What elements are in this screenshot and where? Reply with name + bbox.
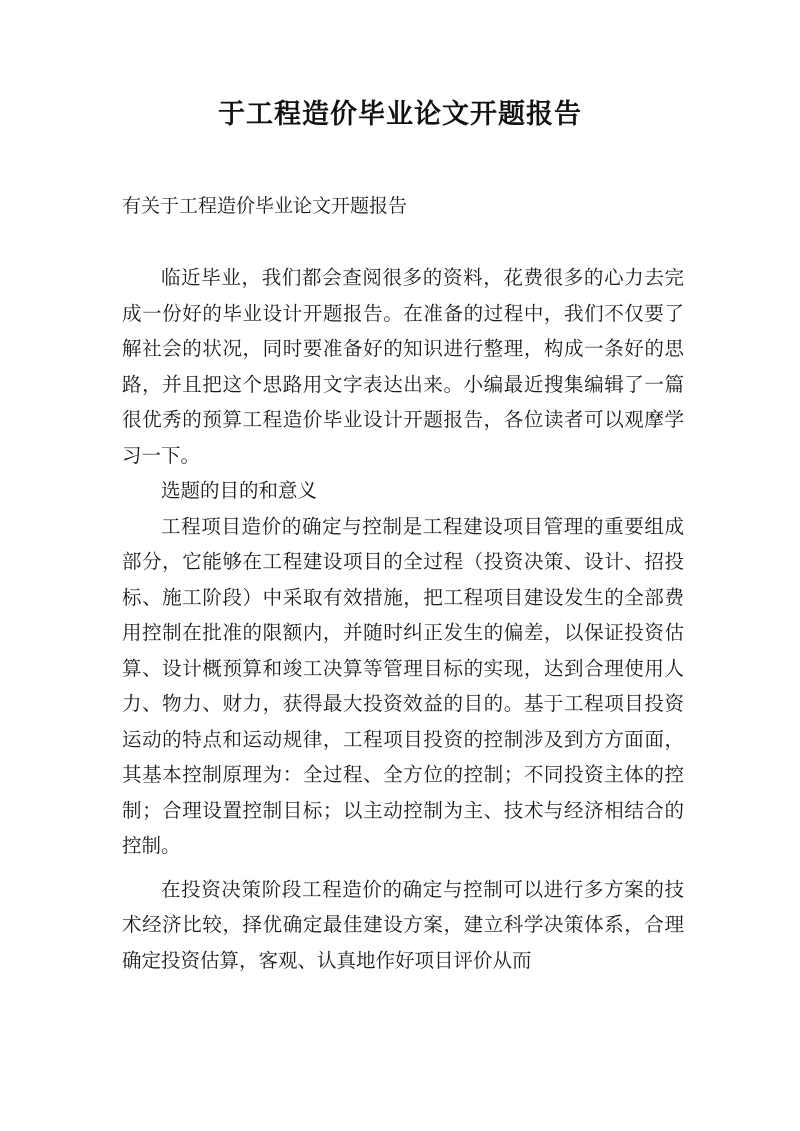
document-body — [122, 260, 684, 978]
section-heading: 选题的目的和意义 — [161, 479, 318, 502]
document-title: 于工程造价毕业论文开题报告 — [218, 99, 582, 130]
body-paragraph: 在投资决策阶段工程造价的确定与控制可以进行多方案的技术经济比较，择优确定最佳建设方案，建立科学决策体系，合理确定投资估算，客观、认真地作好项目评价从而 — [122, 877, 684, 972]
intro-paragraph: 临近毕业，我们都会查阅很多的资料，花费很多的心力去完成一份好的毕业设计开题报告。在准备的过程中，我们不仅要了解社会的状况，同时要准备好的知识进行整理，构成一条好的思路，并且把这个思路用文字表达出来。小编最近搜集编辑了一篇很优秀的预算工程造价毕业设计开题报告，各位读者可以观摩学习一下。 — [122, 266, 684, 467]
document-subtitle: 有关于工程造价毕业论文开题报告 — [122, 195, 408, 217]
body-paragraph: 工程项目造价的确定与控制是工程建设项目管理的重要组成部分，它能够在工程建设项目的全过程（投资决策、设计、招投标、施工阶段）中采取有效措施，把工程项目建设发生的全部费用控制在批准的限额内，并随时纠正发生的偏差，以保证投资估算、设计概预算和竣工决算等管理目标的实现，达到合理使用人力、物力、财力，获得最大投资效益的目的。基于工程项目投资运动的特点和运动规律，工程项目投资的控制涉及到方方面面，其基本控制原理为：全过程、全方位的控制；不同投资主体的控制；合理设置控制目标；以主动控制为主、技术与经济相结合的控制。 — [122, 514, 684, 857]
